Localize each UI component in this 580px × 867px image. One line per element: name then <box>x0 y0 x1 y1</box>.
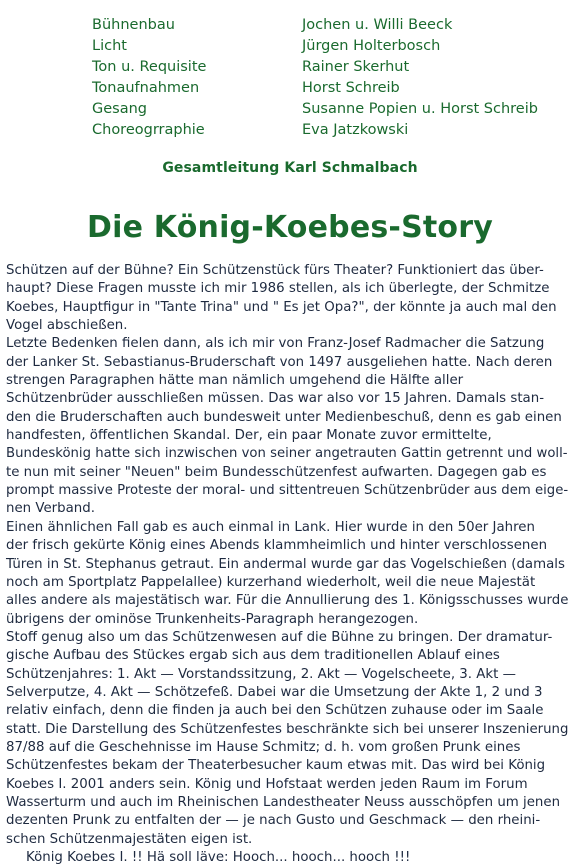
credit-name: Susanne Popien u. Horst Schreib <box>302 100 538 117</box>
text-line: Koebes I. 2001 anders sein. König und Hofstaat werden jeden Raum im Forum <box>6 776 528 792</box>
credit-row <box>92 14 562 35</box>
text-line: der frisch gekürte König eines Abends klammheimlich und hinter verschlossenen <box>6 538 548 554</box>
story-paragraph <box>6 335 568 518</box>
text-line: statt. Die Darstellung des Schützenfestes beschränkte sich bei unserer Inszenierung <box>6 721 569 737</box>
text-line: Schützenfestes bekam der Theaterbesucher kaum etwas mit. Das wird bei König <box>6 758 546 774</box>
text-line: gische Aufbau des Stückes ergab sich aus dem traditionellen Ablauf eines <box>6 648 500 664</box>
text-line: Einen ähnlichen Fall gab es auch einmal in Lank. Hier wurde in den 50er Jahren <box>6 519 535 535</box>
credit-row <box>92 56 562 77</box>
credit-name: Horst Schreib <box>302 79 400 96</box>
text-line: Türen in St. Stephanus getraut. Ein andermal wurde gar das Vogelschießen (damals <box>6 556 565 572</box>
text-line: strengen Paragraphen hätte man nämlich umgehend die Hälfte aller <box>6 373 464 389</box>
text-line: Letzte Bedenken fielen dann, als ich mir von Franz-Josef Radmacher die Satzung <box>6 336 545 352</box>
text-line: Vogel abschießen. <box>6 318 128 334</box>
credit-role: Gesang <box>92 100 147 117</box>
text-line: der Lanker St. Sebastianus-Bruderschaft von 1497 ausgeliehen hatte. Nach deren <box>6 354 553 370</box>
text-line: schen Schützenmajestäten eigen ist. <box>6 831 253 847</box>
text-line: Schützen auf der Bühne? Ein Schützenstück fürs Theater? Funktioniert das über- <box>6 263 544 278</box>
credit-name: Jochen u. Willi Beeck <box>302 16 453 33</box>
text-line: übrigens der ominöse Trunkenheits-Paragraph herangezogen. <box>6 611 419 627</box>
text-line: haupt? Diese Fragen musste ich mir 1986 stellen, als ich überlegte, der Schmitze <box>6 281 550 297</box>
credits-list <box>92 14 562 140</box>
credit-row <box>92 119 562 140</box>
credit-role: Licht <box>92 37 127 54</box>
text-line: Stoff genug also um das Schützenwesen auf die Bühne zu bringen. Der dramatur- <box>6 629 553 645</box>
story-paragraph <box>6 629 568 849</box>
credit-role: Tonaufnahmen <box>92 79 200 96</box>
text-line: Selverputze, 4. Akt — Schötzefeß. Dabei war die Umsetzung der Akte 1, 2 und 3 <box>6 684 543 700</box>
story-paragraph <box>6 262 568 335</box>
credit-row <box>92 77 562 98</box>
credit-name: Jürgen Holterbosch <box>302 37 441 54</box>
text-line: handfesten, öffentlichen Skandal. Der, ein paar Monate zuvor ermittelte, <box>6 428 492 444</box>
credit-name: Eva Jatzkowski <box>302 121 409 138</box>
text-line: alles andere als majestätisch war. Für die Annullierung des 1. Königsschusses wurde <box>6 593 569 609</box>
text-line: noch am Sportplatz Pappelallee) kurzerhand wiederholt, weil die neue Majestät <box>6 574 536 590</box>
text-line: den die Bruderschaften auch bundesweit unter Medienbeschuß, denn es gab einen <box>6 409 562 425</box>
credit-role: Bühnenbau <box>92 16 175 33</box>
text-line: prompt massive Proteste der moral- und sittentreuen Schützenbrüder aus dem eige- <box>6 483 569 499</box>
text-line: 87/88 auf die Geschehnisse im Hause Schmitz; d. h. vom großen Prunk eines <box>6 739 521 755</box>
credit-role: Ton u. Requisite <box>92 58 207 75</box>
story-paragraph <box>6 519 568 629</box>
text-line: Schützenbrüder ausschließen müssen. Das war also vor 15 Jahren. Damals stan- <box>6 391 545 407</box>
text-line: te nun mit seiner "Neuen" beim Bundesschützenfest aufwarten. Dagegen gab es <box>6 464 547 480</box>
text-line: Koebes, Hauptfigur in "Tante Trina" und " Es jet Opa?", der könnte ja auch mal den <box>6 299 557 315</box>
credit-row <box>92 98 562 119</box>
direction-credit: Gesamtleitung Karl Schmalbach <box>162 160 418 176</box>
text-line: Wasserturm und auch im Rheinischen Landestheater Neuss ausschöpfen um jenen <box>6 794 561 810</box>
text-line: Bundeskönig hatte sich inzwischen von seiner angetrauten Gattin getrennt und woll- <box>6 446 568 462</box>
text-line: dezenten Prunk zu entfalten der — je nach Gusto und Geschmack — den rheini- <box>6 813 541 829</box>
text-line: Schützenjahres: 1. Akt — Vorstandssitzung, 2. Akt — Vogelscheete, 3. Akt — <box>6 666 516 682</box>
credit-role: Choreogrraphie <box>92 121 205 138</box>
credit-row <box>92 35 562 56</box>
text-line: nen Verband. <box>6 501 95 517</box>
story-body <box>6 262 568 867</box>
story-title: Die König-Koebes-Story <box>87 210 493 245</box>
credit-name: Rainer Skerhut <box>302 58 410 75</box>
text-line: relativ einfach, denn die finden ja auch bei den Schützen zuhause oder im Saale <box>6 703 544 719</box>
closing-line: König Koebes I. !! Hä soll läve: Hooch... hooch... hooch !!! <box>26 850 411 865</box>
